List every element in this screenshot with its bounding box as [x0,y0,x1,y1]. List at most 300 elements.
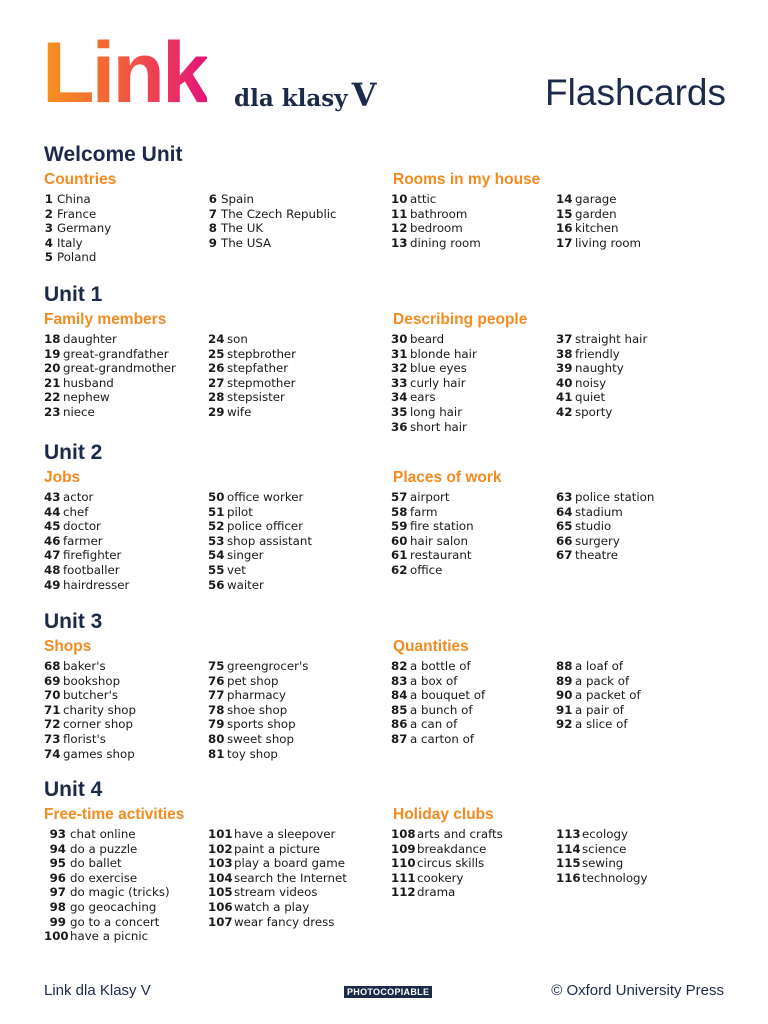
vocab-item [44,885,170,900]
vocab-item [556,703,641,718]
item-word: nephew [63,390,110,405]
vocab-column [391,192,481,250]
item-number: 112 [391,885,416,900]
item-word: great-grandmother [63,361,176,376]
vocab-column [208,332,296,420]
vocab-column [391,490,474,578]
vocab-column [556,490,654,563]
item-word: noisy [575,375,607,390]
item-number: 54 [208,548,225,563]
item-number: 93 [49,827,66,841]
vocab-item [556,827,648,842]
item-number: 49 [44,577,61,592]
item-number: 40 [556,375,573,390]
item-number: 7 [208,206,217,221]
vocab-item [208,732,308,747]
item-word: hair salon [410,533,468,548]
vocab-item [208,332,296,347]
vocab-item [44,717,136,732]
item-word: airport [410,490,450,504]
item-word: go to a concert [70,914,160,929]
vocab-item [391,842,503,857]
item-number: 14 [556,192,573,206]
item-word: singer [227,548,264,563]
link-logo: Link [42,25,207,121]
vocab-item [208,563,312,578]
item-number: 28 [208,390,225,405]
vocab-item [556,236,641,251]
vocab-item [556,192,641,207]
item-word: arts and crafts [417,827,503,841]
item-word: a bottle of [410,659,471,673]
vocab-item [391,659,485,674]
item-number: 63 [556,490,573,504]
vocab-item [556,659,641,674]
item-word: living room [575,235,642,250]
vocab-item [556,688,641,703]
item-number: 11 [391,206,408,221]
item-number: 59 [391,519,408,534]
vocab-item [44,674,136,689]
unit-heading: Welcome Unit [44,143,183,166]
item-number: 57 [391,490,408,504]
item-number: 82 [391,659,408,673]
photocopiable-badge: PHOTOCOPIABLE [344,986,432,998]
item-word: attic [410,192,437,206]
vocab-item [208,747,308,762]
item-number: 86 [391,717,408,732]
item-number: 9 [208,235,217,250]
item-word: blue eyes [410,361,467,376]
footer-book-title: Link dla Klasy V [44,982,151,999]
item-number: 94 [49,841,66,856]
vocab-item [44,236,111,251]
vocab-item [391,885,503,900]
vocab-item [391,236,481,251]
item-word: farmer [63,533,103,548]
vocab-column [44,659,136,761]
vocab-column [391,332,477,434]
item-number: 42 [556,404,573,419]
vocab-column [44,192,111,265]
vocab-item [208,717,308,732]
vocab-item [208,534,312,549]
item-number: 88 [556,659,573,673]
logo-subtitle [234,76,376,114]
item-word: do a puzzle [70,841,138,856]
category-heading: Quantities [393,638,469,655]
item-word: sporty [575,404,613,419]
vocab-item [556,361,647,376]
item-word: office worker [227,490,304,504]
vocab-item [44,871,170,886]
item-word: play a board game [234,856,345,871]
item-number: 18 [44,332,61,346]
item-word: pharmacy [227,688,287,703]
item-number: 65 [556,519,573,534]
unit-heading: Unit 1 [44,283,103,306]
item-word: circus skills [417,856,485,871]
vocab-column [391,659,485,747]
item-number: 45 [44,519,61,534]
item-number: 10 [391,192,408,206]
vocab-column [44,827,170,944]
item-word: Poland [57,250,97,265]
category-heading: Places of work [393,469,502,486]
item-number: 34 [391,390,408,405]
vocab-item [208,207,337,222]
vocab-item [391,563,474,578]
item-word: a bunch of [410,702,473,717]
item-word: butcher's [63,688,119,703]
unit-heading: Unit 3 [44,610,103,633]
vocab-item [208,674,308,689]
item-word: farm [410,504,438,519]
vocab-item [391,490,474,505]
item-word: fire station [410,519,474,534]
item-word: bookshop [63,673,121,688]
vocab-item [208,390,296,405]
category-heading: Family members [44,311,167,328]
vocab-item [208,856,347,871]
item-number: 58 [391,504,408,519]
category-heading: Rooms in my house [393,171,541,188]
item-number: 37 [556,332,573,346]
item-word: doctor [63,519,101,534]
item-number: 71 [44,702,61,717]
item-word: stepsister [227,390,285,405]
item-word: do magic (tricks) [70,885,170,900]
vocab-item [44,929,170,944]
item-word: The UK [221,221,264,236]
item-number: 87 [391,731,408,746]
item-word: cookery [417,870,464,885]
item-word: search the Internet [234,870,347,885]
item-number: 53 [208,533,225,548]
item-number: 67 [556,548,573,563]
vocab-column [208,490,312,592]
item-number: 4 [44,235,53,250]
vocab-item [556,519,654,534]
item-word: sports shop [227,717,296,732]
item-number: 103 [208,856,233,871]
item-word: watch a play [234,899,310,914]
item-word: daughter [63,332,117,346]
item-number: 15 [556,206,573,221]
item-word: Italy [57,235,83,250]
vocab-column [44,332,176,420]
vocab-item [391,717,485,732]
item-word: police officer [227,519,303,534]
vocab-item [391,361,477,376]
vocab-item [391,871,503,886]
vocab-item [556,674,641,689]
item-number: 92 [556,717,573,732]
item-number: 78 [208,702,225,717]
item-number: 70 [44,688,61,703]
item-number: 31 [391,346,408,361]
vocab-item [391,688,485,703]
item-word: stepmother [227,375,296,390]
vocab-item [391,505,474,520]
vocab-item [44,548,129,563]
category-heading: Holiday clubs [393,806,494,823]
item-number: 25 [208,346,225,361]
item-word: bedroom [410,221,463,236]
item-word: wife [227,404,252,419]
item-number: 56 [208,577,225,592]
vocab-item [556,221,641,236]
vocab-item [391,332,477,347]
vocab-item [391,548,474,563]
vocab-item [391,221,481,236]
vocab-item [391,674,485,689]
item-number: 61 [391,548,408,563]
item-number: 102 [208,841,233,856]
item-word: short hair [410,419,467,434]
vocab-item [208,221,337,236]
item-number: 101 [208,827,233,841]
vocab-item [44,192,111,207]
item-word: blonde hair [410,346,477,361]
vocab-item [44,856,170,871]
vocab-item [208,505,312,520]
item-number: 12 [391,221,408,236]
item-word: bathroom [410,206,468,221]
item-number: 46 [44,533,61,548]
vocab-column [208,827,347,929]
item-number: 26 [208,361,225,376]
item-word: a carton of [410,731,474,746]
item-number: 108 [391,827,416,841]
vocab-item [44,250,111,265]
item-word: drama [417,885,456,900]
vocab-item [556,717,641,732]
item-number: 110 [391,856,416,871]
vocab-column [556,192,641,250]
item-word: quiet [575,390,606,405]
vocab-item [556,534,654,549]
vocab-item [391,856,503,871]
item-number: 113 [556,827,581,841]
vocab-item [556,332,647,347]
item-word: niece [63,404,95,419]
item-word: Germany [57,221,112,236]
vocab-item [44,519,129,534]
item-number: 95 [49,856,66,871]
item-word: France [57,206,97,221]
item-word: a pack of [575,673,630,688]
vocab-item [556,376,647,391]
item-number: 39 [556,361,573,376]
vocab-item [208,361,296,376]
vocab-item [44,376,176,391]
unit-heading: Unit 2 [44,441,103,464]
item-number: 106 [208,899,233,914]
vocab-item [44,505,129,520]
vocab-item [208,659,308,674]
item-word: a can of [410,717,458,732]
item-number: 55 [208,562,225,577]
item-word: a bouquet of [410,688,486,703]
item-number: 29 [208,404,225,419]
vocab-item [556,856,648,871]
item-number: 8 [208,221,217,236]
vocab-item [556,505,654,520]
item-number: 5 [44,250,53,265]
item-word: pilot [227,504,253,519]
vocab-item [391,390,477,405]
item-word: stepbrother [227,346,297,361]
unit-heading: Unit 4 [44,778,103,801]
item-number: 83 [391,673,408,688]
item-word: ears [410,390,436,405]
item-number: 47 [44,548,61,563]
vocab-item [44,207,111,222]
item-word: kitchen [575,221,619,236]
item-number: 41 [556,390,573,405]
item-word: technology [582,870,648,885]
item-word: sewing [582,856,624,871]
item-word: son [227,332,248,346]
item-word: restaurant [410,548,472,563]
item-word: do exercise [70,870,138,885]
vocab-item [556,390,647,405]
item-word: stepfather [227,361,289,376]
vocab-item [556,347,647,362]
vocab-column [556,332,647,420]
item-number: 74 [44,746,61,761]
vocab-column [208,192,337,250]
item-word: baker's [63,659,106,673]
item-word: stream videos [234,885,318,900]
item-word: straight hair [575,332,648,346]
item-word: footballer [63,562,120,577]
vocab-item [44,563,129,578]
vocab-item [44,347,176,362]
item-word: chat online [70,827,136,841]
item-number: 64 [556,504,573,519]
vocab-item [44,827,170,842]
vocab-item [208,915,347,930]
item-word: husband [63,375,114,390]
item-word: wear fancy dress [234,914,335,929]
vocab-item [44,390,176,405]
item-number: 111 [391,870,416,885]
item-number: 104 [208,870,233,885]
item-number: 73 [44,731,61,746]
footer-copyright: © Oxford University Press [551,982,724,999]
item-number: 38 [556,346,573,361]
vocab-column [391,827,503,900]
item-number: 1 [44,192,53,206]
vocab-item [208,900,347,915]
vocab-item [391,703,485,718]
item-word: a box of [410,673,458,688]
item-number: 91 [556,702,573,717]
vocab-item [44,221,111,236]
vocab-column [556,827,648,885]
item-number: 80 [208,731,225,746]
category-heading: Describing people [393,311,528,328]
vocab-item [208,490,312,505]
item-number: 116 [556,870,581,885]
category-heading: Free-time activities [44,806,185,823]
item-number: 60 [391,533,408,548]
item-word: a loaf of [575,659,623,673]
item-number: 72 [44,717,61,732]
item-number: 79 [208,717,225,732]
item-word: friendly [575,346,620,361]
item-word: firefighter [63,548,122,563]
vocab-item [208,871,347,886]
category-heading: Jobs [44,469,81,486]
item-word: long hair [410,404,463,419]
item-number: 68 [44,659,61,673]
vocab-item [208,376,296,391]
item-word: shoe shop [227,702,288,717]
item-word: office [410,562,443,577]
item-number: 6 [208,192,217,206]
vocab-item [44,747,136,762]
item-word: a pair of [575,702,624,717]
vocab-item [208,347,296,362]
item-word: chef [63,504,89,519]
subtitle-text: dla klasy [234,85,348,112]
item-word: garage [575,192,617,206]
item-word: shop assistant [227,533,312,548]
item-number: 62 [391,562,408,577]
item-number: 51 [208,504,225,519]
item-word: actor [63,490,94,504]
vocab-item [208,405,296,420]
item-number: 115 [556,856,581,871]
item-number: 24 [208,332,225,346]
item-word: theatre [575,548,619,563]
item-word: a packet of [575,688,641,703]
item-word: paint a picture [234,841,321,856]
item-word: waiter [227,577,264,592]
item-number: 17 [556,235,573,250]
item-word: studio [575,519,612,534]
category-heading: Shops [44,638,92,655]
item-number: 48 [44,562,61,577]
item-number: 90 [556,688,573,703]
vocab-item [208,885,347,900]
vocab-item [208,827,347,842]
item-number: 81 [208,746,225,761]
vocab-item [44,534,129,549]
item-word: a slice of [575,717,628,732]
item-word: hairdresser [63,577,130,592]
vocab-item [391,207,481,222]
item-word: ecology [582,827,628,841]
vocab-item [44,900,170,915]
item-number: 23 [44,404,61,419]
item-number: 77 [208,688,225,703]
item-word: florist's [63,731,106,746]
item-word: great-grandfather [63,346,169,361]
item-number: 21 [44,375,61,390]
item-number: 114 [556,841,581,856]
vocab-item [208,236,337,251]
vocab-item [391,192,481,207]
vocab-item [208,578,312,593]
vocab-item [556,842,648,857]
item-word: go geocaching [70,899,157,914]
vocab-item [44,405,176,420]
item-word: surgery [575,533,620,548]
